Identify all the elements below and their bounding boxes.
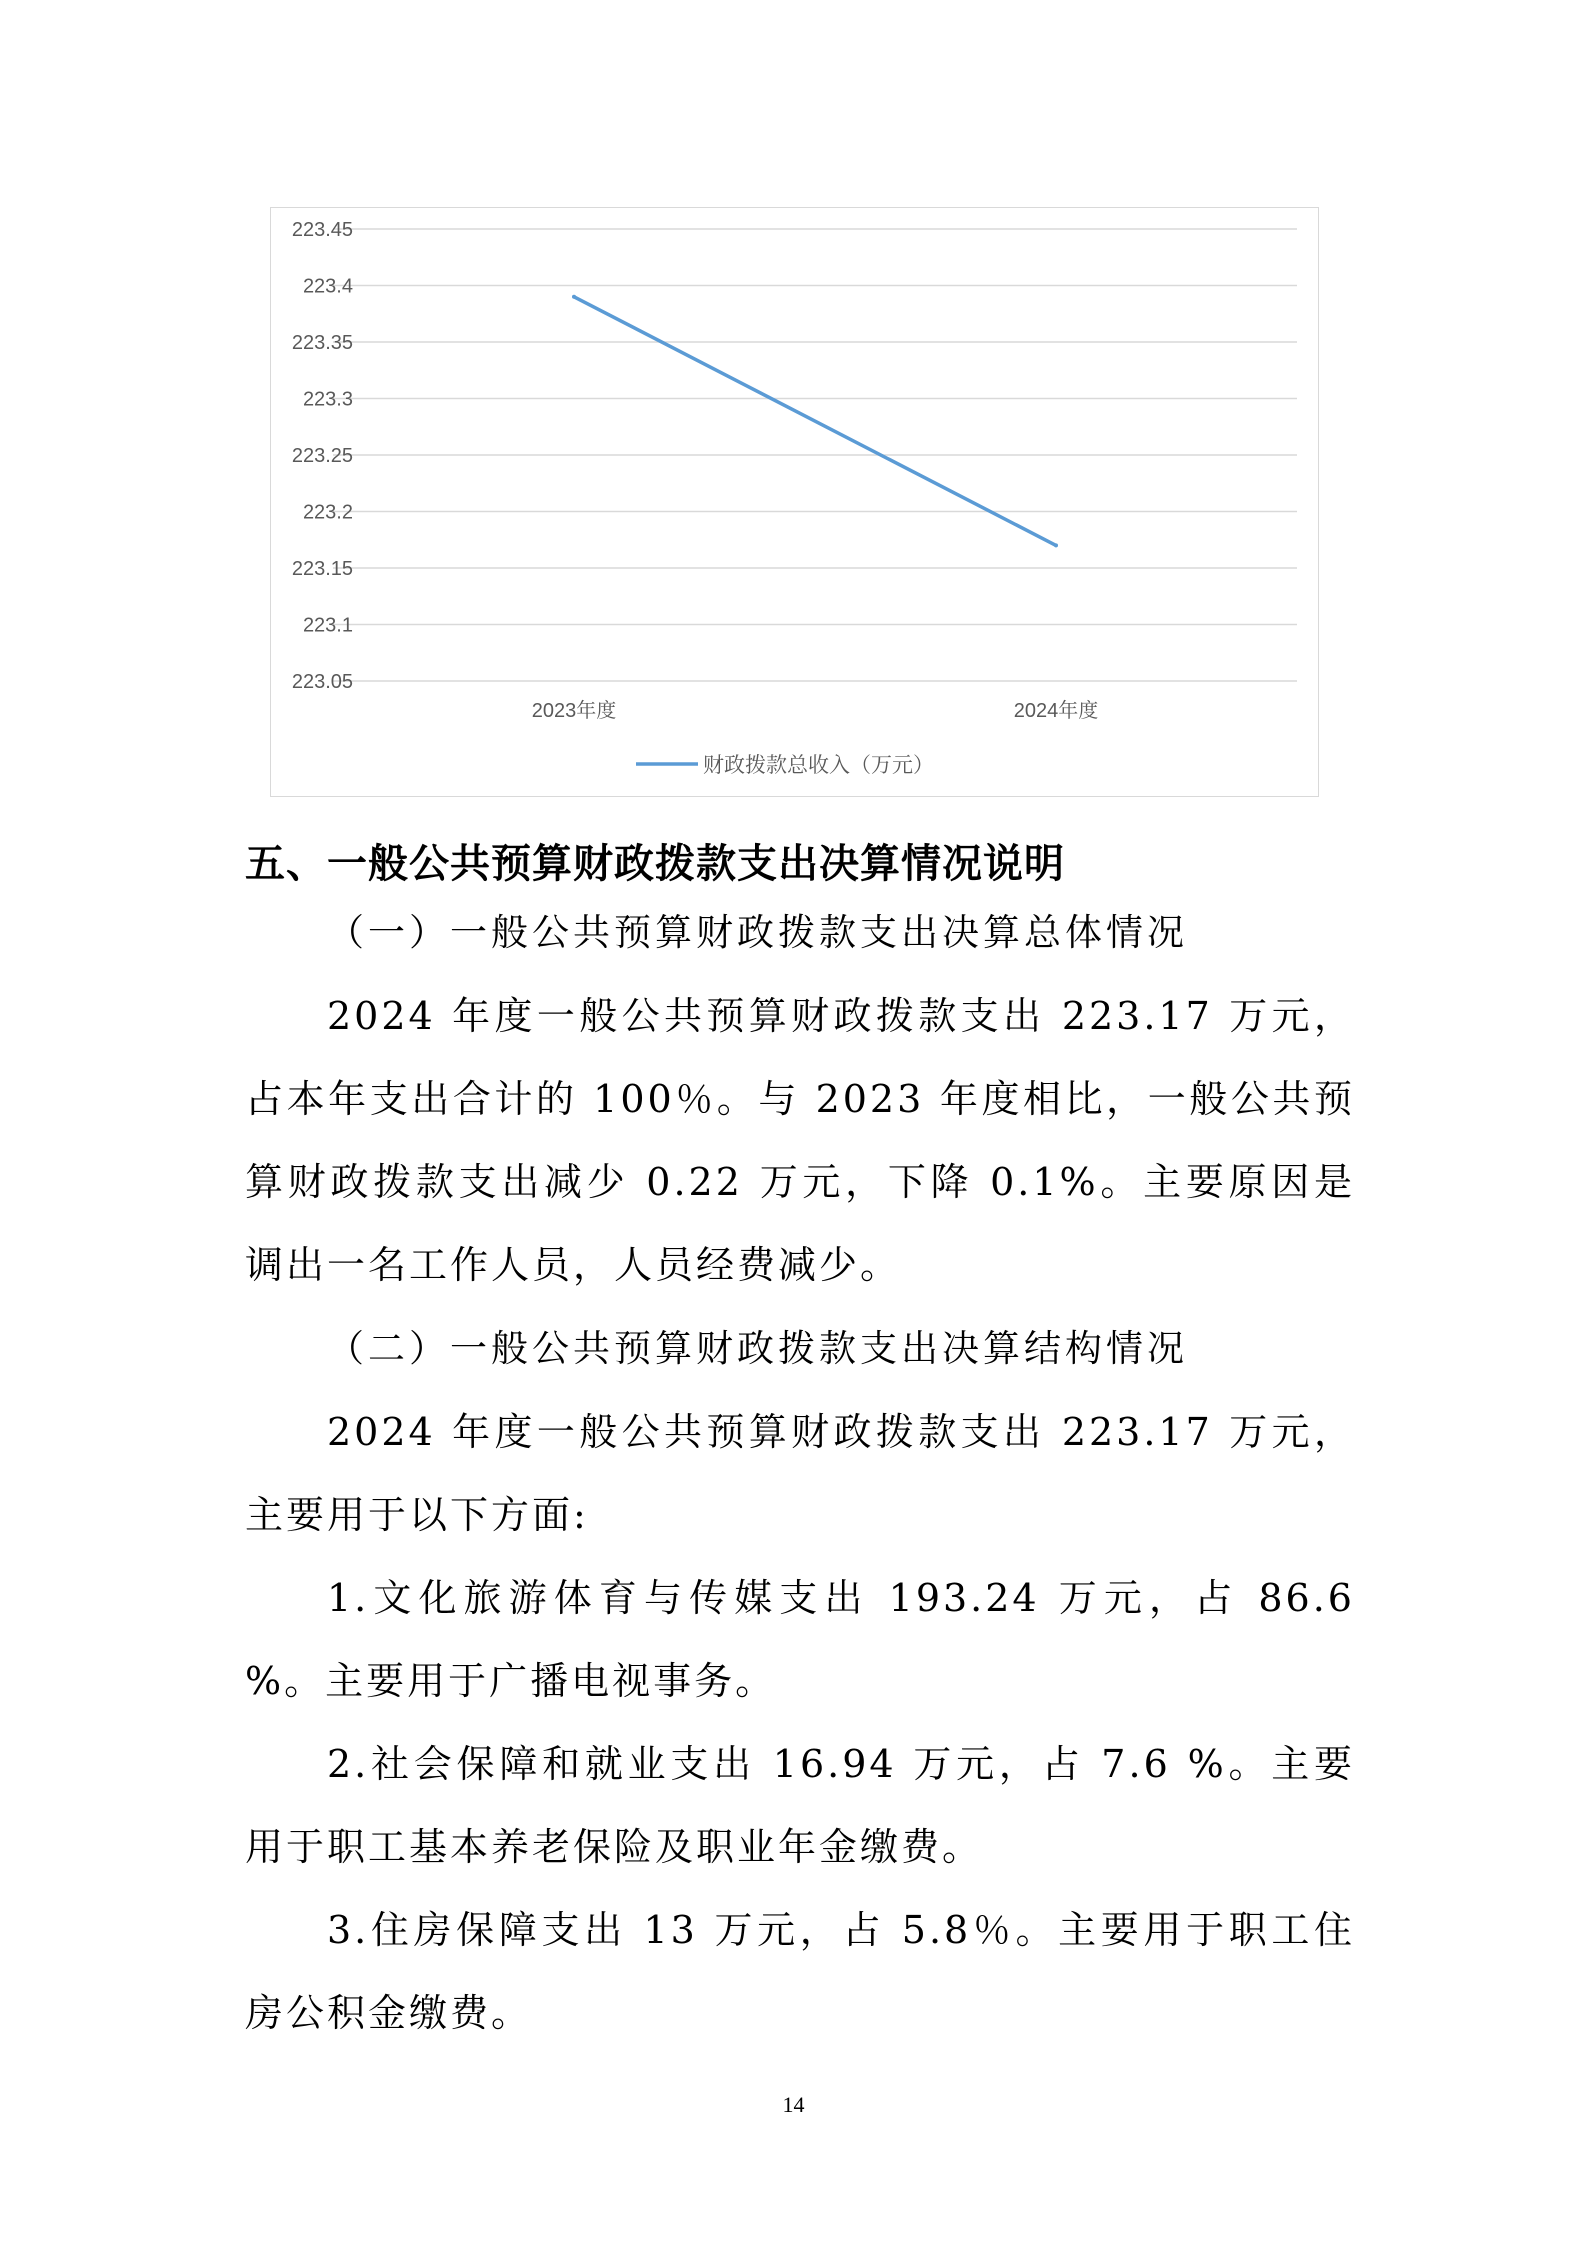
y-tick-label: 223.35 [291, 332, 353, 354]
list-item-social-security: 2.社会保障和就业支出 16.94 万元，占 7.6 %。主要用于职工基本养老保险及职业年金缴费。 [245, 1742, 1355, 1869]
y-tick-label: 223.25 [291, 445, 353, 467]
list-item-housing: 3.住房保障支出 13 万元，占 5.8％。主要用于职工住房公积金缴费。 [245, 1908, 1355, 2035]
line-chart [270, 207, 1319, 797]
y-tick-label: 223.3 [302, 388, 353, 411]
y-tick-label: 223.15 [291, 558, 353, 580]
x-tick-label: 2023年度 [531, 700, 617, 722]
page-number: 14 [782, 2092, 805, 2117]
section-title: 五、一般公共预算财政拨款支出决算情况说明 [245, 841, 1065, 887]
x-tick-label: 2024年度 [1013, 700, 1099, 722]
chart-canvas [271, 208, 1317, 795]
list-item-culture: 1.文化旅游体育与传媒支出 193.24 万元，占 86.6 %。主要用于广播电视事务。 [245, 1576, 1355, 1703]
paragraph-overall: 2024 年度一般公共预算财政拨款支出 223.17 万元，占本年支出合计的 100％。与 2023 年度相比，一般公共预算财政拨款支出减少 0.22 万元，下降 0.1%。主要原因是调出一名工作人员，人员经费减少。 [245, 994, 1355, 1287]
paragraph-structure: 2024 年度一般公共预算财政拨款支出 223.17 万元，主要用于以下方面: [245, 1410, 1355, 1537]
y-tick-label: 223.4 [302, 275, 353, 298]
data-point [572, 295, 576, 299]
subsection-title-1: （一）一般公共预算财政拨款支出决算总体情况 [327, 911, 1188, 954]
subsection-title-2: （二）一般公共预算财政拨款支出决算结构情况 [327, 1327, 1188, 1370]
y-tick-label: 223.2 [302, 501, 353, 524]
legend-label: 财政拨款总收入（万元） [703, 753, 934, 777]
data-point [1054, 543, 1058, 547]
y-tick-label: 223.45 [291, 219, 353, 241]
y-tick-label: 223.05 [291, 671, 353, 693]
y-tick-label: 223.1 [302, 614, 353, 637]
series-line [574, 297, 1056, 546]
